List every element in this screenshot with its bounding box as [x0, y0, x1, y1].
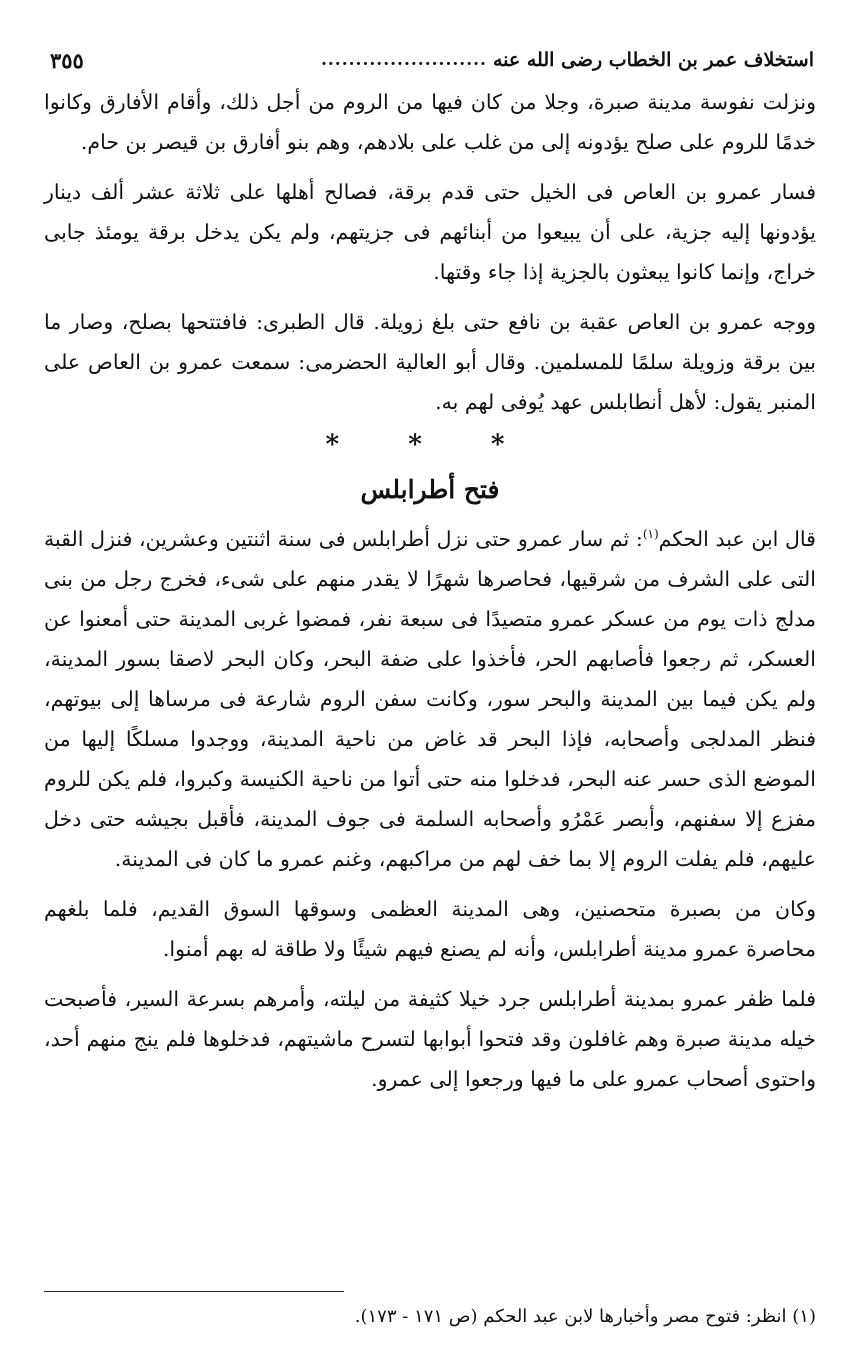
paragraph-sabra-capture: فلما ظفر عمرو بمدينة أطرابلس جرد خيلا كثيفة من ليلته، وأمرهم بسرعة السير، فأصبحت خيله مدينة صبرة وهم غافلون وقد فتحوا أبوابها لتسرح ماشيتهم، فدخلوها فلم ينج منهم أحد، واحتوى أصحاب عمرو على ما فيها ورجعوا إلى عمرو. [44, 986, 816, 1091]
paragraph-sabra-siege: وكان من بصبرة متحصنين، وهى المدينة العظمى وسوقها السوق القديم، فلما بلغهم محاصرة عمرو مدينة أطرابلس، وأنه لم يصنع فيهم شيئًا ولا طاقة له بهم أمنوا. [44, 896, 816, 961]
paragraph-zawila: ووجه عمرو بن العاص عقبة بن نافع حتى بلغ زويلة. قال الطبرى: فافتتحها بصلح، وصار ما بين برقة وزويلة سلمًا للمسلمين. وقال أبو العالية الحضرمى: سمعت عمرو بن العاص على المنبر يقول: لأهل أنطابلس عهد يُوفى لهم به. [44, 310, 816, 414]
running-header [50, 40, 814, 80]
paragraph-barqa: فسار عمرو بن العاص فى الخيل حتى قدم برقة، فصالح أهلها على ثلاثة عشر ألف دينار يؤدونها إليه جزية، على أن يبيعوا من أبنائهم فى جزيتهم، ولم يكن يدخل برقة يومئذ جابى خراج، وإنما كانوا يبعثون بالجزية إذا جاء وقتها. [44, 180, 816, 284]
paragraph-text: : ثم سار عمرو حتى نزل أطرابلس فى سنة اثنتين وعشرين، فنزل القبة التى على الشرف من شرقيها، فحاصرها شهرًا لا يقدر منهم على شىء، فخرج رجل من بنى مدلج ذات يوم من عسكر عمرو متصيدًا فى سبعة نفر، فمضوا غربى المدينة حتى أمعنوا عن العسكر، ثم رجعوا فأصابهم الحر، فأخذوا على ضفة البحر، وكان البحر لاصقا بسور المدينة، ولم يكن فيما بين المدينة والبحر سور، وكانت سفن الروم شارعة فى مرساها إلى بيوتهم، فنظر المدلجى وأصحابه، فإذا البحر قد غاض من ناحية المدينة، ووجدوا مسلكًا إليها من الموضع الذى حسر عنه البحر، فدخلوا منه حتى أتوا من ناحية الكنيسة وكبروا، فلم يكن للروم مفزع إلا سفنهم، وأبصر عَمْرُو وأصحابه السلمة فى جوف المدينة، فأقبل بجيشه حتى دخل عليهم، فلم يفلت الروم إلا بما خف لهم من مراكبهم، وغنم عمرو ما كان فى المدينة. [44, 526, 816, 871]
header-leader-dots: ........................ [320, 50, 487, 70]
page-number: ٣٥٥ [50, 47, 84, 73]
paragraph-lead: قال ابن عبد الحكم [658, 526, 816, 551]
section-title: فتح أطرابلس [360, 475, 500, 504]
footnote: (١) انظر: فتوح مصر وأخبارها لابن عبد الحكم (ص ١٧١ - ١٧٣). [354, 1306, 816, 1327]
paragraph-tripoli-conquest [44, 514, 816, 879]
footnote-divider [44, 1291, 344, 1292]
page-body [44, 82, 816, 1109]
paragraph-nafusa: ونزلت نفوسة مدينة صبرة، وجلا من كان فيها من الروم من أجل ذلك، وأقام الأفارق وكانوا خدمًا للروم على صلح يؤدونه إلى من غلب على بلادهم، وهم بنو أفارق بن قيصر بن حام. [44, 90, 816, 154]
section-divider-stars: * * * [325, 430, 535, 460]
header-title: استخلاف عمر بن الخطاب رضى الله عنه [492, 49, 814, 71]
footnote-reference[interactable]: (١) [642, 527, 659, 541]
